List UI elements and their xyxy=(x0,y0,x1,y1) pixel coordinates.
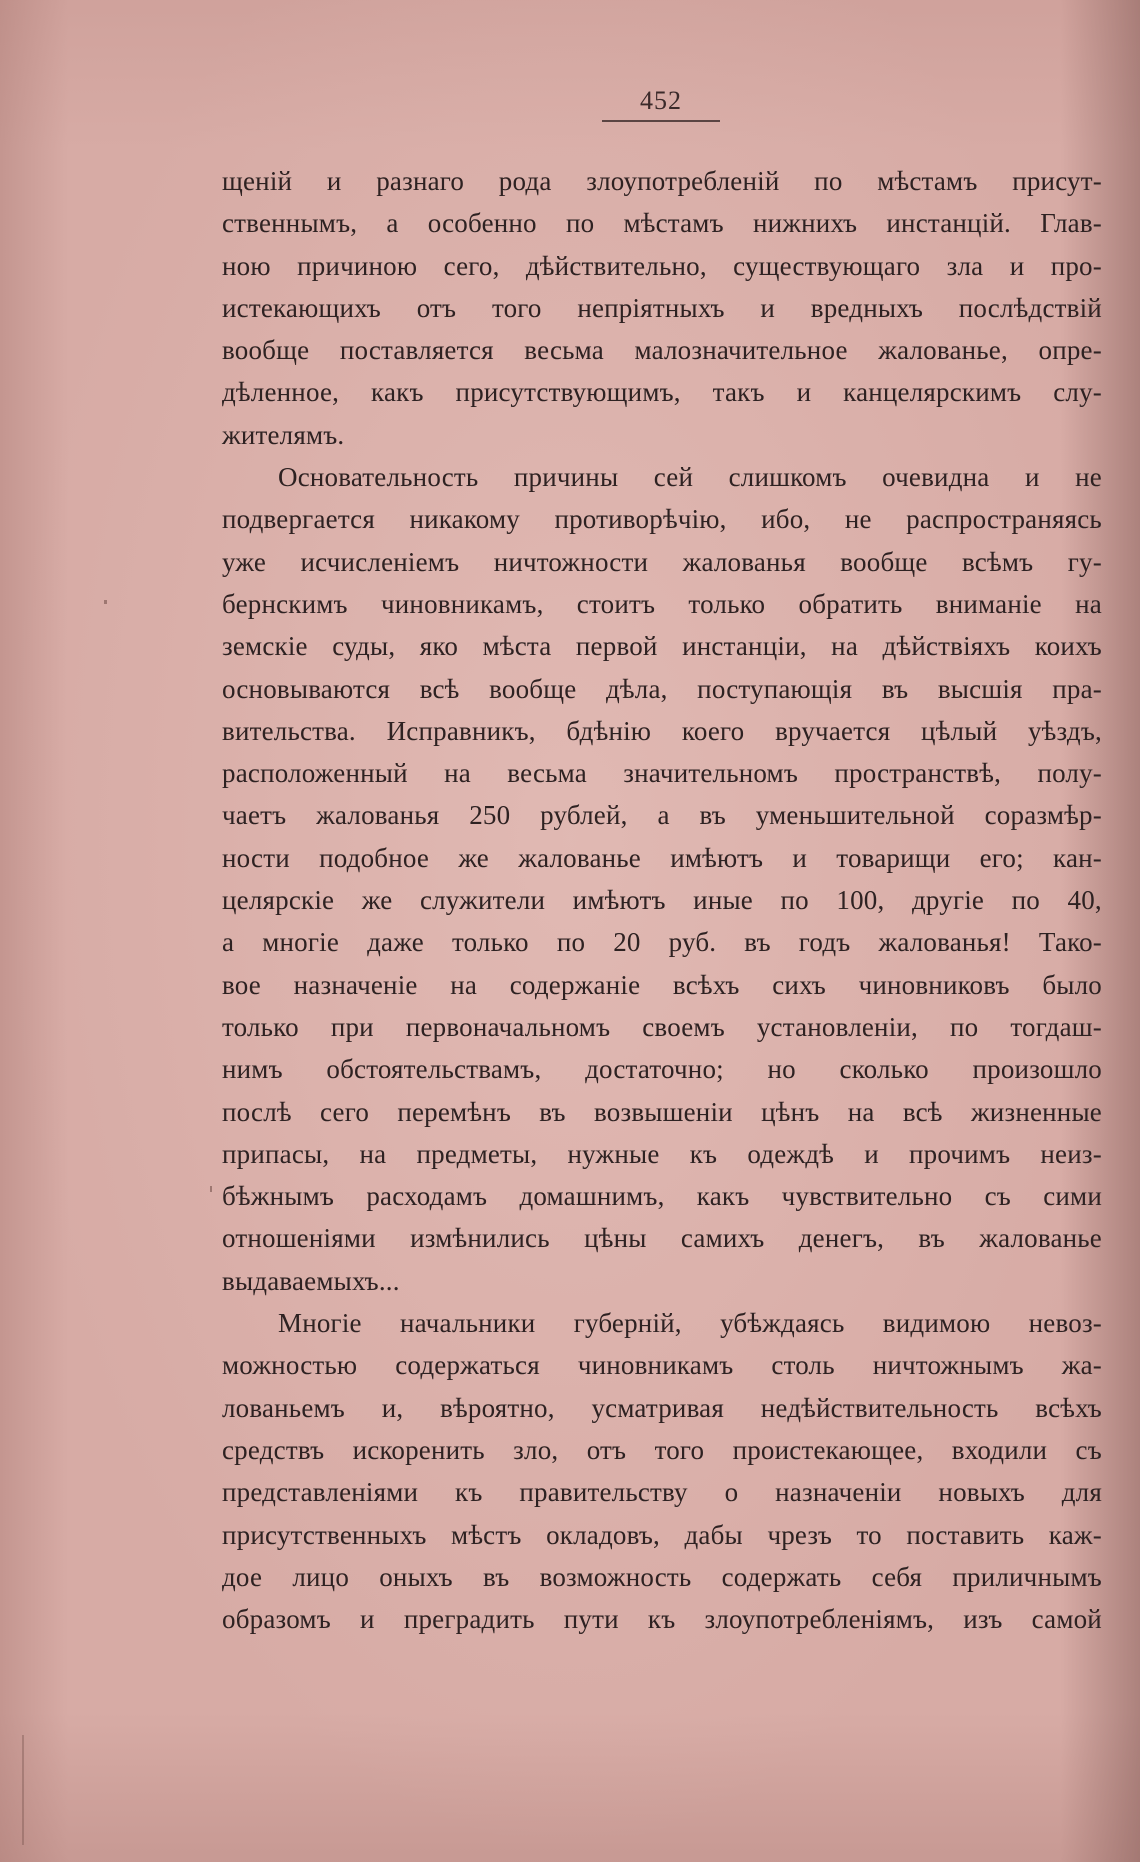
text-line: ности подобное же жалованье имѣютъ и товарищи его; кан- xyxy=(222,842,1102,873)
text-line: уже исчисленіемъ ничтожности жалованья вообще всѣмъ гу- xyxy=(222,546,1102,577)
text-line: расположенный на весьма значительномъ пространствѣ, полу- xyxy=(222,758,1102,789)
page-number: 452 xyxy=(640,86,682,115)
text-line: послѣ сего перемѣнъ въ возвышеніи цѣнъ на всѣ жизненные xyxy=(222,1096,1102,1127)
text-line: Многіе начальники губерній, убѣждаясь видимою невоз- xyxy=(278,1308,1102,1339)
text-line: основываются всѣ вообще дѣла, поступающія въ высшія пра- xyxy=(222,673,1102,704)
text-line: выдаваемыхъ... xyxy=(222,1265,400,1296)
text-line: бѣжнымъ расходамъ домашнимъ, какъ чувствительно съ сими xyxy=(222,1181,1102,1212)
text-line: нимъ обстоятельствамъ, достаточно; но сколько произошло xyxy=(222,1054,1102,1085)
text-line: средствъ искоренить зло, отъ того проистекающее, входили съ xyxy=(222,1434,1102,1465)
text-line: вообще поставляется весьма малозначительное жалованье, опре- xyxy=(222,335,1102,366)
text-line: образомъ и преградить пути къ злоупотребленіямъ, изъ самой xyxy=(222,1604,1102,1635)
text-line: щеній и разнаго рода злоупотребленій по мѣстамъ присут- xyxy=(222,166,1102,196)
text-line: бернскимъ чиновникамъ, стоитъ только обратить вниманіе на xyxy=(222,588,1102,619)
text-line: жителямъ. xyxy=(222,419,345,450)
text-line: припасы, на предметы, нужные къ одеждѣ и прочимъ неиз- xyxy=(222,1138,1102,1169)
text-line: чаетъ жалованья 250 рублей, а въ уменьшительной соразмѣр- xyxy=(222,800,1102,831)
text-line: отношеніями измѣнились цѣны самихъ денегъ, въ жалованье xyxy=(222,1223,1102,1254)
text-line: Основательность причины сей слишкомъ очевидна и не xyxy=(278,462,1102,493)
text-line: можностью содержаться чиновникамъ столь ничтожнымъ жа- xyxy=(222,1350,1102,1381)
text-line: ственнымъ, а особенно по мѣстамъ нижнихъ инстанцій. Глав- xyxy=(222,208,1102,239)
body-text xyxy=(222,160,1102,1640)
text-line: вительства. Исправникъ, бдѣнію коего вручается цѣлый уѣздъ, xyxy=(222,715,1102,746)
text-line: истекающихъ отъ того непріятныхъ и вредныхъ послѣдствій xyxy=(222,292,1102,323)
text-line: дое лицо оныхъ въ возможность содержать себя приличнымъ xyxy=(222,1561,1102,1592)
margin-speck xyxy=(22,1735,24,1845)
margin-speck xyxy=(210,1186,212,1192)
text-line: только при первоначальномъ своемъ установленіи, по тогдаш- xyxy=(222,1011,1102,1042)
text-line: а многіе даже только по 20 руб. въ годъ жалованья! Тако- xyxy=(222,927,1102,958)
text-line: подвергается никакому противорѣчію, ибо, не распространяясь xyxy=(222,504,1102,535)
text-line: целярскіе же служители имѣютъ иные по 100, другіе по 40, xyxy=(222,885,1102,916)
text-line: земскіе суды, яко мѣста первой инстанціи, на дѣйствіяхъ коихъ xyxy=(222,631,1102,662)
text-line: вое назначеніе на содержаніе всѣхъ сихъ чиновниковъ было xyxy=(222,969,1102,1000)
text-line: дѣленное, какъ присутствующимъ, такъ и канцелярскимъ слу- xyxy=(222,377,1102,408)
text-line: представленіями къ правительству о назначеніи новыхъ для xyxy=(222,1477,1102,1508)
text-line: лованьемъ и, вѣроятно, усматривая недѣйствительность всѣхъ xyxy=(222,1392,1102,1423)
page-number-rule xyxy=(602,120,720,122)
text-line: ною причиною сего, дѣйствительно, существующаго зла и про- xyxy=(222,250,1102,281)
margin-speck xyxy=(104,600,107,604)
text-line: присутственныхъ мѣстъ окладовъ, дабы чрезъ то поставить каж- xyxy=(222,1519,1102,1550)
